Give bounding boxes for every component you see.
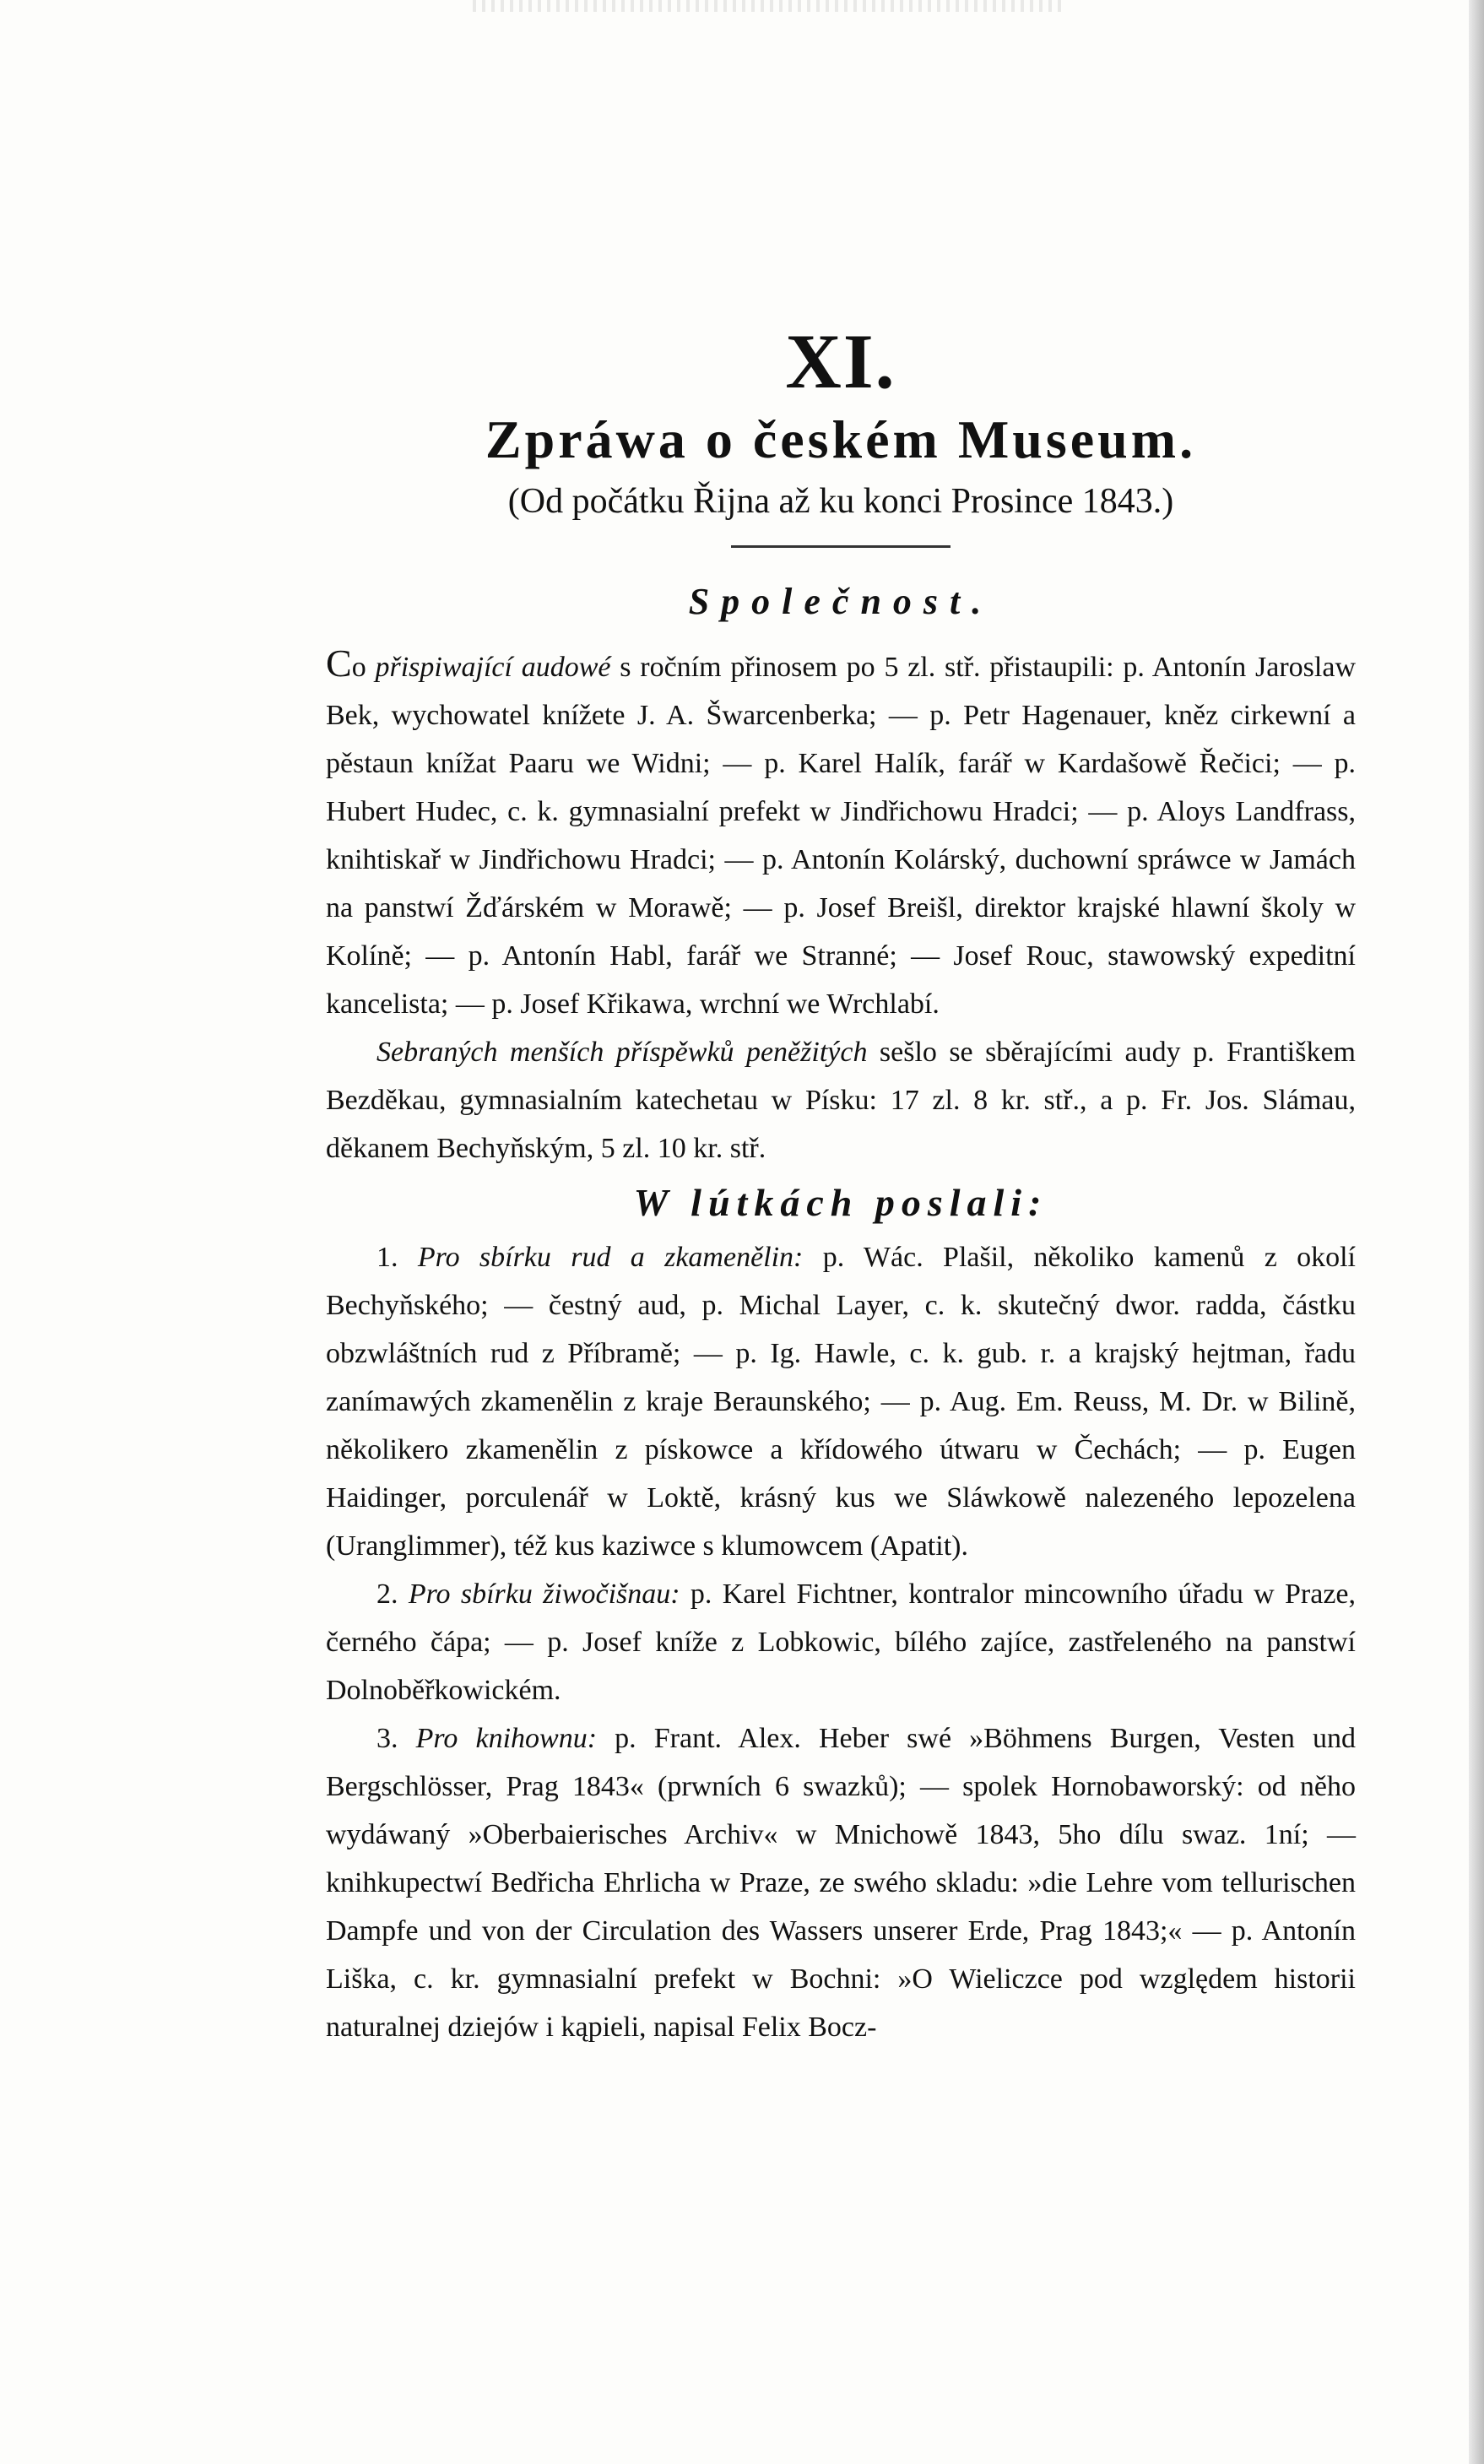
article-body <box>326 318 1357 2051</box>
paragraph-donations <box>326 1028 1356 1172</box>
chapter-number: XI. <box>785 318 896 404</box>
section-heading-gifts: W lútkách poslali: <box>633 1181 1048 1224</box>
article-subtitle: (Od počátku Řijna až ku konci Prosince 1843.) <box>507 482 1174 521</box>
scan-edge-noise <box>473 0 1064 12</box>
paragraph-number: 1. <box>376 1242 398 1273</box>
paragraph-body: p. Karel Fichtner, kontralor mincowního úřadu w Praze, černého čápa; — p. Josef kníže z Lobkowic, bílého zajíce, zastřeleného na panstwí Dolnoběřkowickém. <box>326 1579 1357 1706</box>
paragraph-lead-italic: Sebraných menších příspěwků peněžitých <box>376 1037 868 1068</box>
paragraph-lead-italic: přispiwající audowé <box>375 652 611 683</box>
paragraph-zoology <box>326 1570 1356 1714</box>
paragraph-library <box>326 1714 1356 2051</box>
paragraph-number: 3. <box>376 1723 398 1754</box>
paragraph-members <box>326 639 1356 1028</box>
paragraph-minerals <box>326 1233 1356 1570</box>
paragraph-body: p. Frant. Alex. Heber swé »Böhmens Burgen, Vesten und Bergschlösser, Prag 1843« (prwních 6 swazků); — spolek Hornobaworský: od něho wydáwaný »Oberbaierisches Archiv« w Mnichowě 1843, 5ho dílu swaz. 1ní; — knihkupectwí Bedřicha Ehrlicha w Praze, ze swého skladu: »die Lehre vom tellurischen Dampfe und von der Circulation des Wassers unserer Erde, Prag 1843;« — p. Antonín Liška, c. kr. gymnasialní prefekt w Bochni: »O Wieliczce pod względem historii naturalnej dziejów i kąpieli, napisal Felix Bocz- <box>326 1723 1357 2043</box>
title-divider <box>731 545 951 548</box>
paragraph-body: s ročním přinosem po 5 zl. stř. přistaupili: p. Antonín Jaroslaw Bek, wychowatel knížete J. A. Šwarcenberka; — p. Petr Hagenauer, kněz cirkewní a pěstaun knížat Paaru we Widni; — p. Karel Halík, farář w Kardašowě Řečici; — p. Hubert Hudec, c. k. gymnasialní prefekt w Jindřichowu Hradci; — p. Aloys Landfrass, knihtiskař w Jindřichowu Hradci; — p. Antonín Kolárský, duchowní spráwce w Jamách na panstwí Žďárském w Morawě; — p. Josef Breišl, direktor krajské hlawní školy w Kolíně; — p. Antonín Habl, farář we Stranné; — Josef Rouc, stawowský expeditní kancelista; — p. Josef Křikawa, wrchní we Wrchlabí. <box>326 652 1356 1020</box>
article-title: Zpráwa o českém Museum. <box>485 409 1197 469</box>
paragraph-lead-italic: Pro sbírku rud a zkamenělin: <box>417 1242 804 1273</box>
dropcap-letter: C <box>326 642 352 685</box>
page-edge-shadow <box>1469 0 1484 2464</box>
paragraph-number: 2. <box>376 1579 398 1610</box>
paragraph-body: sešlo se sběrajícími audy p. Františkem Bezděkau, gymnasialním katechetau w Písku: 17 zl. 8 kr. stř., a p. Fr. Jos. Slámau, děkanem Bechyňským, 5 zl. 10 kr. stř. <box>326 1037 1356 1164</box>
paragraph-lead-italic: Pro sbírku žiwočišnau: <box>408 1579 680 1610</box>
paragraph-lead-plain: o <box>351 652 376 683</box>
paragraph-lead-italic: Pro knihownu: <box>415 1723 598 1754</box>
paragraph-body: p. Wác. Plašil, několiko kamenů z okolí Bechyňského; — čestný aud, p. Michal Layer, c. k. skutečný dwor. radda, částku obzwláštních rud z Příbramě; — p. Ig. Hawle, c. k. gub. r. a krajský hejtman, řadu zanímawých zkamenělin z kraje Beraunského; — p. Aug. Em. Reuss, M. Dr. w Bilině, několikero zkamenělin z pískowce a křídowého útwaru w Čechách; — p. Eugen Haidinger, porculenář w Loktě, krásný kus we Sláwkowě nalezeného lepozelena (Uranglimmer), též kus kaziwce s klumowcem (Apatit). <box>326 1242 1357 1562</box>
section-heading-spolecnost: Společnost. <box>688 581 994 622</box>
